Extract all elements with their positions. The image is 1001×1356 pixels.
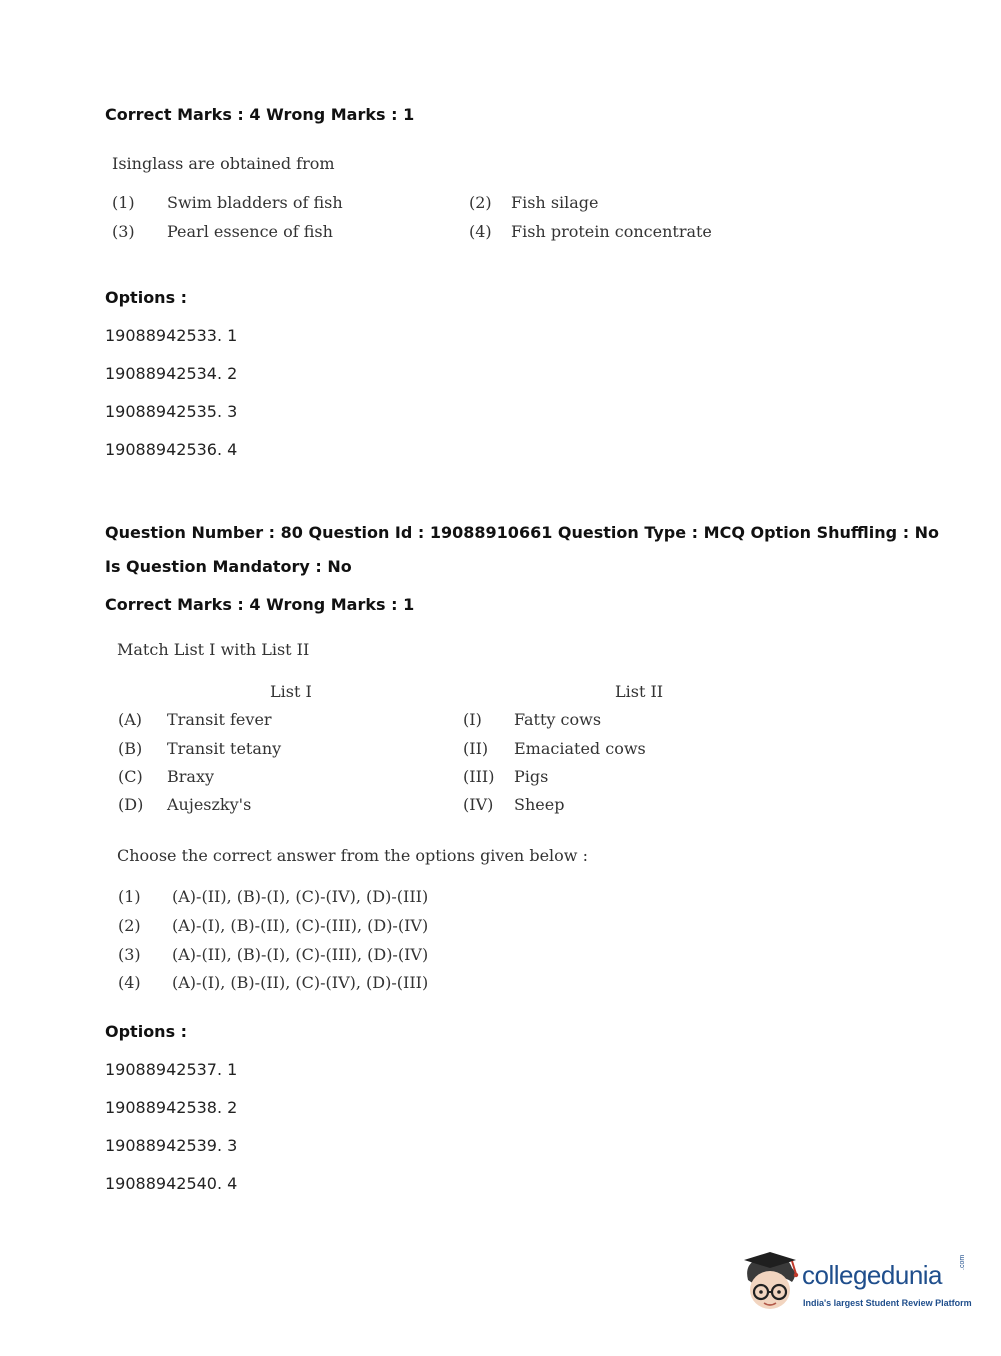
q79-choice-3-text: Pearl essence of fish [167, 222, 333, 241]
q79-choice-3-num: (3) [112, 222, 135, 241]
q79-choice-4-num: (4) [469, 222, 492, 241]
q80-list2-item-ii: Emaciated cows [514, 739, 646, 758]
q79-option-4: 19088942536. 4 [105, 440, 238, 459]
q80-answer-1-text: (A)-(II), (B)-(I), (C)-(IV), (D)-(III) [172, 887, 429, 906]
q80-list2-title: List II [615, 682, 664, 701]
q80-answer-3-text: (A)-(II), (B)-(I), (C)-(III), (D)-(IV) [172, 945, 429, 964]
q79-choice-4-text: Fish protein concentrate [511, 222, 712, 241]
q80-list2-item-iv: Sheep [514, 795, 565, 814]
q79-choice-2-text: Fish silage [511, 193, 599, 212]
q80-option-1: 19088942537. 1 [105, 1060, 238, 1079]
q80-list1-item-c: Braxy [167, 767, 215, 786]
q80-answer-1-num: (1) [118, 887, 141, 906]
q80-list2-item-i: Fatty cows [514, 710, 602, 729]
q79-options-label: Options : [105, 288, 188, 307]
q79-choice-2-num: (2) [469, 193, 492, 212]
q80-option-2: 19088942538. 2 [105, 1098, 238, 1117]
q79-choice-1-num: (1) [112, 193, 135, 212]
q79-option-3: 19088942535. 3 [105, 402, 238, 421]
q80-list1-item-b: Transit tetany [167, 739, 282, 758]
q80-list1-key-a: (A) [118, 710, 143, 729]
q80-option-4: 19088942540. 4 [105, 1174, 238, 1193]
q80-marks: Correct Marks : 4 Wrong Marks : 1 [105, 595, 415, 614]
q80-list1-key-c: (C) [118, 767, 143, 786]
q80-list2-key-iv: (IV) [463, 795, 494, 814]
logo-wordmark: collegedunia [802, 1260, 943, 1290]
q80-answer-2-text: (A)-(I), (B)-(II), (C)-(III), (D)-(IV) [172, 916, 429, 935]
q80-answer-4-num: (4) [118, 973, 141, 992]
q79-marks: Correct Marks : 4 Wrong Marks : 1 [105, 105, 415, 124]
q80-answer-2-num: (2) [118, 916, 141, 935]
q80-list2-item-iii: Pigs [514, 767, 549, 786]
q80-list2-key-iii: (III) [463, 767, 495, 786]
q80-list1-key-b: (B) [118, 739, 143, 758]
logo-tagline: India's largest Student Review Platform [803, 1298, 972, 1308]
q80-list2-key-i: (I) [463, 710, 482, 729]
q79-stem: Isinglass are obtained from [112, 154, 335, 173]
q80-list2-key-ii: (II) [463, 739, 489, 758]
q79-option-2: 19088942534. 2 [105, 364, 238, 383]
q80-stem: Match List I with List II [117, 640, 310, 659]
q80-header-line2: Is Question Mandatory : No [105, 557, 352, 576]
mascot-icon [740, 1250, 802, 1316]
q80-list1-item-a: Transit fever [167, 710, 272, 729]
q80-options-label: Options : [105, 1022, 188, 1041]
q79-option-1: 19088942533. 1 [105, 326, 238, 345]
q80-list1-title: List I [270, 682, 312, 701]
q80-answer-3-num: (3) [118, 945, 141, 964]
q80-header-line1: Question Number : 80 Question Id : 19088910661 Question Type : MCQ Option Shuffling : No [105, 523, 940, 542]
logo-suffix: .com [959, 1254, 966, 1270]
q80-answer-4-text: (A)-(I), (B)-(II), (C)-(IV), (D)-(III) [172, 973, 429, 992]
q80-list1-key-d: (D) [118, 795, 144, 814]
q80-list1-item-d: Aujeszky's [167, 795, 252, 814]
q80-choose-instruction: Choose the correct answer from the options given below : [117, 846, 588, 865]
q80-option-3: 19088942539. 3 [105, 1136, 238, 1155]
q79-choice-1-text: Swim bladders of fish [167, 193, 343, 212]
collegedunia-logo [740, 1248, 970, 1320]
